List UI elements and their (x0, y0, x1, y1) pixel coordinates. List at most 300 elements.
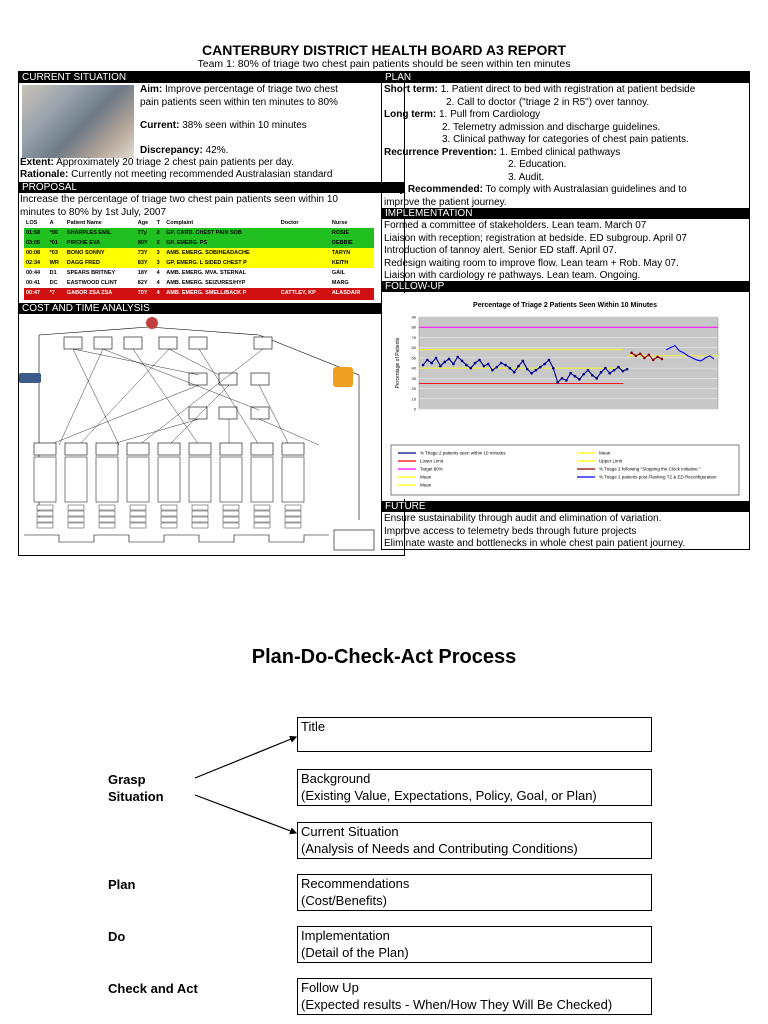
aim-label: Aim: (140, 84, 163, 95)
data-point (469, 367, 472, 370)
aim-line2: pain patients seen within ten minutes to 80% (140, 96, 338, 108)
y-tick-label: 10 (411, 396, 416, 402)
table-cell: *01 (48, 238, 65, 248)
inventory-box (192, 517, 208, 522)
data-point (530, 372, 533, 375)
legend-label: Mean (420, 474, 432, 480)
data-point (474, 362, 477, 365)
report-subtitle: Team 1: 80% of triage two chest pain patients should be seen within ten minutes (197, 58, 571, 70)
timeline (24, 535, 329, 542)
current-situation-header: CURRENT SITUATION (19, 72, 404, 83)
y-tick-label: 90 (411, 314, 416, 320)
table-cell: ALASDAIR (330, 288, 374, 298)
recommendations-box (297, 874, 652, 911)
data-point (435, 357, 438, 360)
impl-line1: Implementation (301, 928, 390, 943)
y-tick-label: 20 (411, 386, 416, 392)
table-cell: GAIL (330, 268, 374, 278)
connector-line (139, 349, 263, 445)
triage-board (24, 218, 374, 300)
background-line2: (Existing Value, Expectations, Policy, Goal, or Plan) (301, 788, 597, 803)
report-title: CANTERBURY DISTRICT HEALTH BOARD A3 REPORT (201, 42, 566, 58)
data-point (456, 356, 459, 359)
table-cell (279, 298, 330, 300)
triage-header-cell: T (155, 218, 165, 228)
check-act-label: Check and Act (108, 981, 198, 996)
data-point (500, 362, 503, 365)
recurrence-2: 2. Education. (508, 159, 567, 170)
table-cell: 80Y (136, 238, 155, 248)
data-point (569, 372, 572, 375)
data-box (127, 457, 149, 502)
inventory-box (161, 517, 177, 522)
inventory-box (99, 505, 115, 510)
recurrence-3: 3. Audit. (508, 171, 545, 183)
data-point (426, 359, 429, 362)
extent-value: Approximately 20 triage 2 chest pain patients per day. (56, 157, 294, 168)
data-point (526, 368, 529, 371)
data-point (543, 363, 546, 366)
proposal-line1: Increase the percentage of triage two chest pain patients seen within 10 (20, 194, 338, 205)
table-cell: 4 (155, 278, 165, 288)
process-step (251, 443, 273, 455)
long-term-2: 2. Telemetry admission and discharge guidelines. (442, 121, 661, 133)
table-cell (65, 298, 136, 300)
inventory-box (130, 511, 146, 516)
inventory-box (130, 517, 146, 522)
inventory-box (285, 523, 301, 528)
table-cell: MARG (330, 278, 374, 288)
follow-up-box (297, 978, 652, 1015)
connector-line (79, 349, 169, 445)
data-point (661, 358, 664, 361)
table-cell: D1 (48, 268, 65, 278)
implementation-header: IMPLEMENTATION (382, 208, 749, 219)
summary-box (334, 530, 374, 550)
data-box (34, 457, 56, 502)
inventory-box (99, 523, 115, 528)
table-cell: 00:41 (24, 278, 48, 288)
table-cell: GP, EMERG. L SIDED CHEST P (164, 258, 278, 268)
data-point (621, 370, 624, 373)
legend-label: Mean (420, 482, 432, 488)
inventory-box (161, 505, 177, 510)
discrepancy-text (140, 145, 228, 158)
connector-line (59, 349, 103, 445)
inventory-box (130, 523, 146, 528)
data-point (643, 357, 646, 360)
discrepancy-label: Discrepancy: (140, 145, 203, 156)
table-cell: 4 (155, 288, 165, 298)
data-point (448, 358, 451, 361)
process-step (220, 443, 242, 455)
table-cell: 02:34 (24, 258, 48, 268)
table-cell: 18Y (136, 268, 155, 278)
process-box (124, 337, 142, 349)
data-point (517, 365, 520, 368)
process-box (219, 407, 237, 419)
table-row (24, 228, 374, 238)
table-row (24, 238, 374, 248)
table-cell (330, 298, 374, 300)
implementation-line: Liaison with cardiology re pathways. Lean team. Ongoing. (384, 270, 641, 281)
data-point (422, 364, 425, 367)
data-point (578, 378, 581, 381)
data-point (478, 359, 481, 362)
table-row (24, 278, 374, 288)
data-point (443, 361, 446, 364)
data-point (535, 369, 538, 372)
y-tick-label: 40 (411, 365, 416, 371)
plan-header: PLAN (382, 72, 749, 83)
process-step (65, 443, 87, 455)
table-cell: DAGG FRED (65, 258, 136, 268)
table-cell (24, 298, 48, 300)
table-cell: 00:44 (24, 268, 48, 278)
follow-up-chart (382, 293, 749, 499)
process-box (254, 337, 272, 349)
future-line: Ensure sustainability through audit and elimination of variation. (384, 513, 662, 524)
table-cell: *03 (48, 248, 65, 258)
grasp-line1: Grasp (108, 772, 146, 787)
discrepancy-value: 42%. (205, 145, 229, 156)
table-cell: 82Y (136, 278, 155, 288)
ambulance-icon (19, 373, 41, 383)
table-cell: BONO SONNY (65, 248, 136, 258)
process-step (96, 443, 118, 455)
data-box (282, 457, 304, 502)
legend-label: % Triage 2 patients seen within 10 minutes (420, 450, 506, 456)
data-point (513, 371, 516, 374)
process-box (251, 373, 269, 385)
data-point (522, 360, 525, 363)
data-point (604, 367, 607, 370)
table-cell (164, 298, 278, 300)
y-tick-label: 80 (411, 324, 416, 330)
y-tick-label: 30 (411, 375, 416, 381)
table-cell: 77y (136, 228, 155, 238)
inventory-box (254, 517, 270, 522)
table-row (24, 298, 374, 300)
y-tick-label: 50 (411, 355, 416, 361)
table-cell: PIRCHE EVA (65, 238, 136, 248)
pdca-arrows (190, 725, 305, 840)
legend-label: Lower Limit (420, 458, 444, 464)
why-1: To comply with Australasian guidelines and to (485, 184, 687, 195)
data-point (635, 355, 638, 358)
process-box (64, 337, 82, 349)
triage-header-cell: Age (136, 218, 155, 228)
data-box (189, 457, 211, 502)
process-box (159, 337, 177, 349)
data-point (439, 365, 442, 368)
table-cell: KEITH (330, 258, 374, 268)
follow-up-header: FOLLOW-UP (382, 281, 749, 292)
process-box (251, 407, 269, 419)
data-point (556, 381, 559, 384)
extent-text (20, 157, 294, 170)
data-point (626, 368, 629, 371)
background-line1: Background (301, 771, 371, 786)
table-row (24, 258, 374, 268)
data-point (652, 359, 655, 362)
rationale-text (20, 169, 332, 182)
table-cell: DC (48, 278, 65, 288)
table-cell: *06 (48, 228, 65, 238)
table-cell: 83Y (136, 258, 155, 268)
data-point (656, 356, 659, 359)
inventory-box (68, 511, 84, 516)
inventory-box (37, 511, 53, 516)
title-box (297, 717, 652, 752)
proposal-header: PROPOSAL (19, 182, 404, 193)
table-cell (279, 228, 330, 238)
table-cell: 3 (155, 248, 165, 258)
current-text (140, 120, 307, 133)
data-point (648, 354, 651, 357)
table-cell (279, 278, 330, 288)
inventory-box (254, 523, 270, 528)
grasp-situation-label (108, 771, 164, 805)
data-point (600, 371, 603, 374)
table-cell: 3 (155, 258, 165, 268)
table-cell: EASTWOOD CLINT (65, 278, 136, 288)
rec-line1: Recommendations (301, 876, 410, 891)
process-box (219, 373, 237, 385)
implementation-line: Liaison with reception; registration at bedside. ED subgroup. April 07 (384, 232, 687, 244)
recurrence-label: Recurrence Prevention: (384, 146, 497, 158)
inventory-box (99, 511, 115, 516)
data-box (251, 457, 273, 502)
table-cell (279, 238, 330, 248)
table-cell: 03:05 (24, 238, 48, 248)
inventory-box (254, 505, 270, 510)
inventory-box (223, 505, 239, 510)
process-box (94, 337, 112, 349)
table-cell: *7 (48, 288, 65, 298)
data-point (574, 375, 577, 378)
table-cell: ROSIE (330, 228, 374, 238)
data-point (487, 363, 490, 366)
why-label: Why Recommended: (384, 184, 483, 195)
taxi-icon (333, 367, 353, 387)
future-line: Eliminate waste and bottlenecks in whole chest pain patient journey. (384, 538, 686, 549)
current-value: 38% seen within 10 minutes (182, 120, 307, 131)
extent-label: Extent: (20, 157, 54, 168)
legend-label: % Triage 2 following "Stopping the Clock Initiative." (599, 466, 701, 472)
data-point (483, 365, 486, 368)
process-step (282, 443, 304, 455)
table-cell: 2 (155, 238, 165, 248)
inventory-box (130, 505, 146, 510)
process-step (189, 443, 211, 455)
connector-line (169, 349, 219, 375)
table-cell: 00:47 (24, 288, 48, 298)
process-box (189, 337, 207, 349)
y-tick-label: 0 (413, 406, 416, 412)
long-term-label: Long term: (384, 109, 437, 120)
triage-table (24, 218, 374, 300)
value-stream-map (19, 315, 405, 555)
rationale-label: Rationale: (20, 169, 69, 180)
table-cell: GP, EMERG. PS (164, 238, 278, 248)
inventory-box (285, 505, 301, 510)
current-situation-box (297, 822, 652, 859)
data-point (639, 353, 642, 356)
short-term-1: 1. Patient direct to bed with registration at patient bedside (440, 84, 696, 95)
inventory-box (161, 523, 177, 528)
legend-label: Mean (599, 450, 611, 456)
inventory-box (37, 523, 53, 528)
triage-header-cell: Doctor (279, 218, 330, 228)
implementation-line: Redesign waiting room to improve flow. Lean team + Rob. May 07. (384, 257, 679, 269)
inventory-box (285, 517, 301, 522)
future-line: Improve access to telemetry beds through future projects (384, 525, 637, 537)
future-header: FUTURE (382, 501, 749, 512)
y-tick-label: 60 (411, 345, 416, 351)
inventory-box (223, 517, 239, 522)
inventory-box (37, 505, 53, 510)
triage-header-cell: LOS (24, 218, 48, 228)
cost-time-header: COST AND TIME ANALYSIS (19, 303, 404, 314)
inventory-box (37, 517, 53, 522)
current-line2: (Analysis of Needs and Contributing Conditions) (301, 841, 578, 856)
data-point (587, 369, 590, 372)
data-point (630, 351, 633, 354)
proposal-line2: minutes to 80% by 1st July, 2007 (20, 206, 167, 218)
data-point (595, 377, 598, 380)
table-row (24, 288, 374, 298)
table-row (24, 268, 374, 278)
table-cell: WR (48, 258, 65, 268)
proposal-text (20, 194, 402, 219)
table-cell: 00:08 (24, 248, 48, 258)
title-box-text: Title (301, 719, 326, 734)
triage-header-cell: Patient Name (65, 218, 136, 228)
legend-label: Target 80% (420, 466, 443, 472)
ward-photo (22, 85, 134, 158)
data-box (96, 457, 118, 502)
data-point (565, 379, 568, 382)
legend-label: Upper Limit (599, 458, 623, 464)
inventory-box (99, 517, 115, 522)
table-cell: GABOR ZSA ZSA (65, 288, 136, 298)
chart-title: Percentage of Triage 2 Patients Seen Within 10 Minutes (473, 302, 657, 309)
y-tick-label: 70 (411, 334, 416, 340)
data-point (617, 366, 620, 369)
data-point (539, 366, 542, 369)
data-point (582, 373, 585, 376)
plan-body (384, 84, 748, 209)
process-step (34, 443, 56, 455)
current-line1: Current Situation (301, 824, 399, 839)
data-box (220, 457, 242, 502)
implementation-line: Introduction of tannoy alert. Senior ED staff. April 07. (384, 245, 617, 256)
table-cell (279, 258, 330, 268)
impl-line2: (Detail of the Plan) (301, 945, 409, 960)
recurrence-1: 1. Embed clinical pathways (499, 146, 621, 158)
triage-header-cell: Nurse (330, 218, 374, 228)
connector-line (73, 349, 119, 445)
table-cell: 73Y (136, 248, 155, 258)
pdca-title: Plan-Do-Check-Act Process (251, 646, 517, 668)
data-point (461, 360, 464, 363)
process-step (127, 443, 149, 455)
data-point (465, 364, 468, 367)
data-point (509, 367, 512, 370)
table-cell: AMB. EMERG. SOB/HEADACHE (164, 248, 278, 258)
follow-line1: Follow Up (301, 980, 359, 995)
current-label: Current: (140, 120, 180, 131)
do-label: Do (108, 929, 126, 944)
table-cell (48, 298, 65, 300)
triage-header-row (24, 218, 374, 228)
implementation-body (384, 220, 748, 283)
table-cell (136, 298, 155, 300)
table-cell: 2 (155, 228, 165, 238)
table-cell (279, 268, 330, 278)
connector-line (109, 419, 199, 445)
table-cell: 70Y (136, 288, 155, 298)
inventory-box (68, 517, 84, 522)
inventory-box (192, 523, 208, 528)
table-cell: 01:58 (24, 228, 48, 238)
data-point (591, 374, 594, 377)
aim-text (140, 84, 402, 109)
table-row (24, 248, 374, 258)
table-cell (155, 298, 165, 300)
table-cell: SHARPLES EMIL (65, 228, 136, 238)
inventory-box (192, 511, 208, 516)
data-point (491, 369, 494, 372)
data-point (452, 363, 455, 366)
process-step (158, 443, 180, 455)
data-point (504, 364, 507, 367)
short-term-2: 2. Call to doctor ("triage 2 in R5") over tannoy. (446, 96, 650, 108)
triage-header-cell: A (48, 218, 65, 228)
rationale-value: Currently not meeting recommended Australasian standard (71, 169, 333, 180)
triage-header-cell: Complaint (164, 218, 278, 228)
inventory-box (285, 511, 301, 516)
grasp-line2: Situation (108, 789, 164, 804)
inventory-box (192, 505, 208, 510)
long-term-1: 1. Pull from Cardiology (439, 109, 541, 120)
table-cell: GP, CARD. CHEST PAIN SOB (164, 228, 278, 238)
short-term-label: Short term: (384, 84, 438, 95)
aim-line1: Improve percentage of triage two chest (165, 84, 338, 95)
table-cell: AMB. EMERG. MVA. STERNAL (164, 268, 278, 278)
implementation-box (297, 926, 652, 963)
background-box (297, 769, 652, 806)
legend-label: % Triage 2 patients post Flashing T2 & ED Reconfiguration (599, 474, 717, 480)
table-cell (279, 248, 330, 258)
data-point (613, 369, 616, 372)
data-box (158, 457, 180, 502)
data-point (548, 359, 551, 362)
plan-label: Plan (108, 877, 136, 892)
inventory-box (68, 505, 84, 510)
data-point (552, 367, 555, 370)
data-point (430, 362, 433, 365)
person-icon (146, 317, 158, 329)
table-cell: CATTLEY, KP (279, 288, 330, 298)
table-cell: SPEARS BRITNEY (65, 268, 136, 278)
inventory-box (161, 511, 177, 516)
arrow-to-current-situation (195, 795, 296, 833)
connector-line (49, 385, 199, 445)
follow-line2: (Expected results - When/How They Will Be Checked) (301, 997, 613, 1012)
data-point (608, 372, 611, 375)
